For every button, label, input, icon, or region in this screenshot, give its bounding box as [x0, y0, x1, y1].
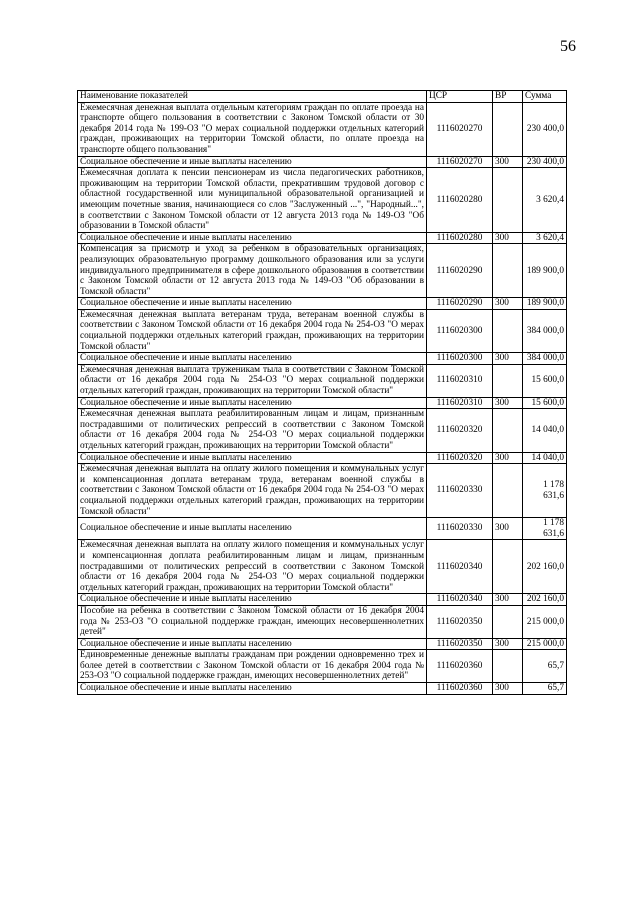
table-row — [78, 464, 567, 518]
table-row — [78, 650, 567, 683]
header-code: ЦСР — [427, 91, 493, 103]
cell-code: 1116020320 — [427, 409, 493, 452]
cell-vr: 300 — [493, 638, 523, 650]
cell-name: Ежемесячная денежная выплата на оплату жилого помещения и коммунальных услуг и компенсационная доплата ветеранам труда, ветеранам военной службы в соответствии с Законом Томской области от 16 декабря 2004 года № 254-ОЗ "О мерах социальной поддержки отдельных категорий граждан, проживающих на территории Томской области" — [78, 464, 427, 518]
cell-code: 1116020290 — [427, 244, 493, 298]
cell-sum: 215 000,0 — [523, 605, 567, 638]
table-row — [78, 298, 567, 310]
cell-code: 1116020310 — [427, 397, 493, 409]
cell-vr: 300 — [493, 683, 523, 695]
table-row — [78, 244, 567, 298]
cell-code: 1116020270 — [427, 102, 493, 156]
cell-name: Компенсация за присмотр и уход за ребенком в образовательных организациях, реализующих образовательную программу дошкольного образования или за услуги индивидуального предпринимателя в сфере дошкольного образования в соответствии с Законом Томской области от 12 августа 2013 года № 149-ОЗ "Об образовании в Томской области" — [78, 244, 427, 298]
cell-code: 1116020350 — [427, 605, 493, 638]
cell-name: Социальное обеспечение и иные выплаты населению — [78, 594, 427, 606]
cell-name: Социальное обеспечение и иные выплаты населению — [78, 452, 427, 464]
cell-name: Социальное обеспечение и иные выплаты населению — [78, 518, 427, 540]
cell-sum: 1 178 631,6 — [523, 464, 567, 518]
header-sum: Сумма — [523, 91, 567, 103]
cell-code: 1116020300 — [427, 309, 493, 352]
table-row — [78, 594, 567, 606]
cell-sum: 202 160,0 — [523, 540, 567, 594]
table-row — [78, 605, 567, 638]
cell-code: 1116020310 — [427, 364, 493, 397]
cell-sum: 202 160,0 — [523, 594, 567, 606]
cell-vr: 300 — [493, 232, 523, 244]
page-number: 56 — [560, 38, 576, 55]
table-row — [78, 232, 567, 244]
budget-table — [77, 90, 567, 695]
cell-code: 1116020300 — [427, 353, 493, 365]
cell-name: Ежемесячная денежная выплата на оплату жилого помещения и коммунальных услуг и компенсационная доплата реабилитированным лицам и лицам, признанным пострадавшими от политических репрессий в соответствии с Законом Томской области от 16 декабря 2004 года № 254-ОЗ "О мерах социальной поддержки отдельных категорий граждан, проживающих на территории Томской области" — [78, 540, 427, 594]
table-row — [78, 409, 567, 452]
cell-name: Социальное обеспечение и иные выплаты населению — [78, 232, 427, 244]
cell-sum: 189 900,0 — [523, 298, 567, 310]
cell-vr — [493, 364, 523, 397]
table-row — [78, 353, 567, 365]
cell-name: Пособие на ребенка в соответствии с Законом Томской области от 16 декабря 2004 года № 253-ОЗ "О социальной поддержке граждан, имеющих несовершеннолетних детей" — [78, 605, 427, 638]
cell-sum: 65,7 — [523, 650, 567, 683]
cell-name: Единовременные денежные выплаты гражданам при рождении одновременно трех и более детей в соответствии с Законом Томской области от 16 декабря 2004 года № 253-ОЗ "О социальной поддержке граждан, имеющих несовершеннолетних детей" — [78, 650, 427, 683]
cell-name: Социальное обеспечение и иные выплаты населению — [78, 683, 427, 695]
cell-code: 1116020360 — [427, 683, 493, 695]
cell-name: Ежемесячная денежная выплата реабилитированным лицам и лицам, признанным пострадавшими от политических репрессий в соответствии с Законом Томской области от 16 декабря 2004 года № 254-ОЗ "О мерах социальной поддержки отдельных категорий граждан, проживающих на территории Томской области" — [78, 409, 427, 452]
cell-code: 1116020320 — [427, 452, 493, 464]
cell-name: Социальное обеспечение и иные выплаты населению — [78, 397, 427, 409]
cell-code: 1116020330 — [427, 464, 493, 518]
cell-code: 1116020350 — [427, 638, 493, 650]
table-row — [78, 156, 567, 168]
cell-vr — [493, 309, 523, 352]
cell-name: Ежемесячная доплата к пенсии пенсионерам из числа педагогических работников, проживающим на территории Томской области, прекратившим трудовой договор с областной государственной или муниципальной образовательной организацией и имеющим почетные звания, начинающиеся со слов "Заслуженный ...", "Народный...", в соответствии с Законом Томской области от 12 августа 2013 года № 149-ОЗ "Об образовании в Томской области" — [78, 168, 427, 233]
cell-vr: 300 — [493, 353, 523, 365]
table-row — [78, 540, 567, 594]
cell-name: Социальное обеспечение и иные выплаты населению — [78, 353, 427, 365]
cell-code: 1116020290 — [427, 298, 493, 310]
cell-code: 1116020360 — [427, 650, 493, 683]
cell-sum: 65,7 — [523, 683, 567, 695]
table-row — [78, 452, 567, 464]
cell-sum: 3 620,4 — [523, 232, 567, 244]
cell-name: Социальное обеспечение и иные выплаты населению — [78, 638, 427, 650]
cell-vr: 300 — [493, 594, 523, 606]
cell-vr — [493, 605, 523, 638]
cell-sum: 384 000,0 — [523, 353, 567, 365]
table-row — [78, 683, 567, 695]
cell-code: 1116020330 — [427, 518, 493, 540]
cell-sum: 15 600,0 — [523, 397, 567, 409]
cell-sum: 14 040,0 — [523, 452, 567, 464]
cell-vr: 300 — [493, 156, 523, 168]
cell-code: 1116020340 — [427, 594, 493, 606]
table-header-row — [78, 91, 567, 103]
table-row — [78, 364, 567, 397]
cell-vr — [493, 464, 523, 518]
cell-name: Ежемесячная денежная выплата отдельным категориям граждан по оплате проезда на транспорте общего пользования в соответствии с Законом Томской области от 30 декабря 2014 года № 199-ОЗ "О мерах социальной поддержки отдельных категорий граждан, проживающих на территории Томской области, по оплате проезда на транспорте общего пользования" — [78, 102, 427, 156]
cell-vr — [493, 244, 523, 298]
cell-vr: 300 — [493, 518, 523, 540]
cell-name: Социальное обеспечение и иные выплаты населению — [78, 298, 427, 310]
cell-name: Ежемесячная денежная выплата ветеранам труда, ветеранам военной службы в соответствии с Законом Томской области от 16 декабря 2004 года № 254-ОЗ "О мерах социальной поддержки отдельных категорий граждан, проживающих на территории Томской области" — [78, 309, 427, 352]
cell-name: Ежемесячная денежная выплата труженикам тыла в соответствии с Законом Томской области от 16 декабря 2004 года № 254-ОЗ "О мерах социальной поддержки отдельных категорий граждан, проживающих на территории Томской области" — [78, 364, 427, 397]
cell-vr — [493, 650, 523, 683]
table-row — [78, 638, 567, 650]
cell-vr: 300 — [493, 452, 523, 464]
table-row — [78, 397, 567, 409]
cell-code: 1116020280 — [427, 232, 493, 244]
cell-vr: 300 — [493, 397, 523, 409]
cell-name: Социальное обеспечение и иные выплаты населению — [78, 156, 427, 168]
cell-sum: 189 900,0 — [523, 244, 567, 298]
cell-sum: 15 600,0 — [523, 364, 567, 397]
cell-sum: 1 178 631,6 — [523, 518, 567, 540]
cell-code: 1116020280 — [427, 168, 493, 233]
table-row — [78, 309, 567, 352]
cell-sum: 384 000,0 — [523, 309, 567, 352]
cell-code: 1116020270 — [427, 156, 493, 168]
cell-vr — [493, 102, 523, 156]
header-vr: ВР — [493, 91, 523, 103]
cell-vr — [493, 168, 523, 233]
table-row — [78, 518, 567, 540]
cell-sum: 14 040,0 — [523, 409, 567, 452]
cell-sum: 230 400,0 — [523, 102, 567, 156]
cell-vr: 300 — [493, 298, 523, 310]
cell-vr — [493, 409, 523, 452]
cell-vr — [493, 540, 523, 594]
cell-code: 1116020340 — [427, 540, 493, 594]
cell-sum: 230 400,0 — [523, 156, 567, 168]
table-row — [78, 168, 567, 233]
table-row — [78, 102, 567, 156]
cell-sum: 3 620,4 — [523, 168, 567, 233]
header-name: Наименование показателей — [78, 91, 427, 103]
cell-sum: 215 000,0 — [523, 638, 567, 650]
